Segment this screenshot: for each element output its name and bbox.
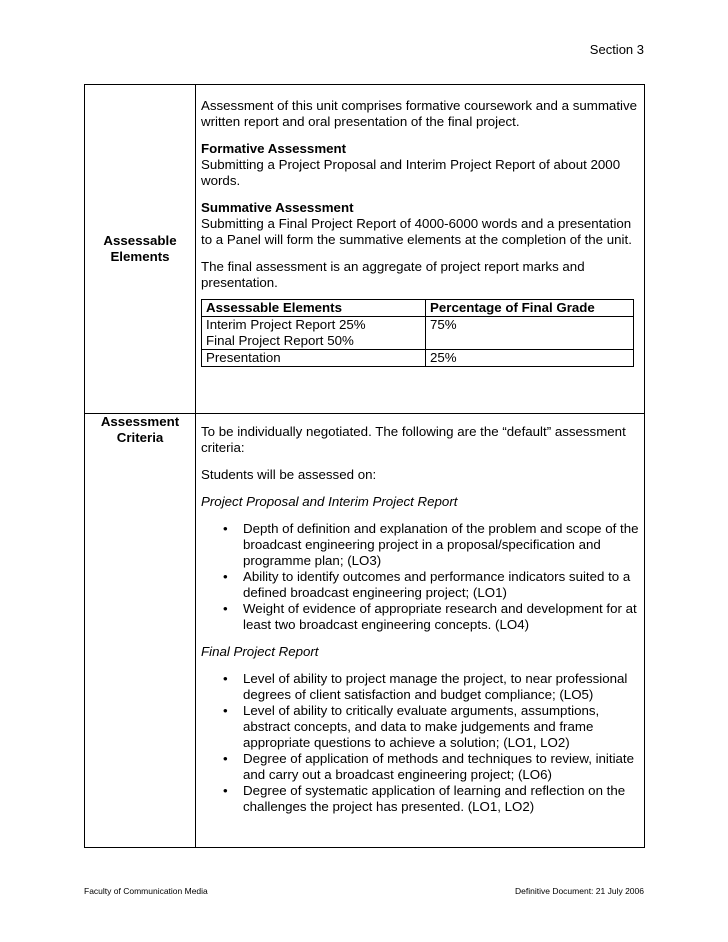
group2-title: Final Project Report [201,644,319,659]
intro-paragraph: Assessment of this unit comprises formative coursework and a summative written report and oral presentation of the final project. [201,98,638,129]
section-label: Section 3 [589,42,644,57]
table-cell: Presentation [202,350,426,367]
grade-table-header [202,300,634,317]
table-row [202,350,634,367]
final-assessment-paragraph: The final assessment is an aggregate of project report marks and presentation. [201,259,585,290]
assessable-elements-label: Assessable Elements [103,233,177,264]
list-item: • Degree of systematic application of learning and reflection on the challenges the project has presented. (LO1, LO2) [243,783,639,815]
assessment-table [84,84,645,848]
summative-heading: Summative Assessment [201,200,354,215]
formative-paragraph [201,141,639,189]
grade-table [201,299,634,367]
list-item: • Depth of definition and explanation of the problem and scope of the broadcast engineering project in a proposal/specification and programme plan; (LO3) [243,521,639,569]
assessment-criteria-label: Assessment Criteria [100,414,180,445]
group1-title: Project Proposal and Interim Project Report [201,494,458,509]
formative-heading: Formative Assessment [201,141,347,156]
table-cell: Interim Project Report 25% Final Project Report 50% [202,317,426,350]
list-item: • Degree of application of methods and techniques to review, initiate and carry out a broadcast engineering project; (LO6) [243,751,639,783]
criteria-intro: To be individually negotiated. The following are the “default” assessment criteria: [201,424,626,455]
assessable-elements-content [201,98,639,367]
list-item: • Level of ability to critically evaluate arguments, assumptions, abstract concepts, and data to make judgements and frame appropriate questions to achieve a solution; (LO1, LO2) [243,703,639,751]
list-item: • Ability to identify outcomes and performance indicators suited to a defined broadcast engineering project; (LO1) [243,569,639,601]
footer-date: Definitive Document: 21 July 2006 [515,886,644,896]
list-item: • Weight of evidence of appropriate research and development for at least two broadcast engineering concepts. (LO4) [243,601,639,633]
table-cell: 75% [426,317,634,350]
summative-text: Submitting a Final Project Report of 4000-6000 words and a presentation to a Panel will form the summative elements at the completion of the unit. [201,216,632,247]
students-text: Students will be assessed on: [201,467,377,482]
header-percentage: Percentage of Final Grade [426,300,634,317]
header-elements: Assessable Elements [202,300,426,317]
assessment-criteria-content [201,424,639,826]
formative-text: Submitting a Project Proposal and Interim Project Report of about 2000 words. [201,157,621,188]
group1-list [201,521,639,633]
footer-faculty: Faculty of Communication Media [84,886,208,896]
column-divider [195,85,196,847]
group2-list [201,671,639,815]
table-cell: 25% [426,350,634,367]
list-item: • Level of ability to project manage the project, to near professional degrees of client satisfaction and budget compliance; (LO5) [243,671,639,703]
table-row [202,317,634,350]
summative-paragraph [201,200,639,248]
